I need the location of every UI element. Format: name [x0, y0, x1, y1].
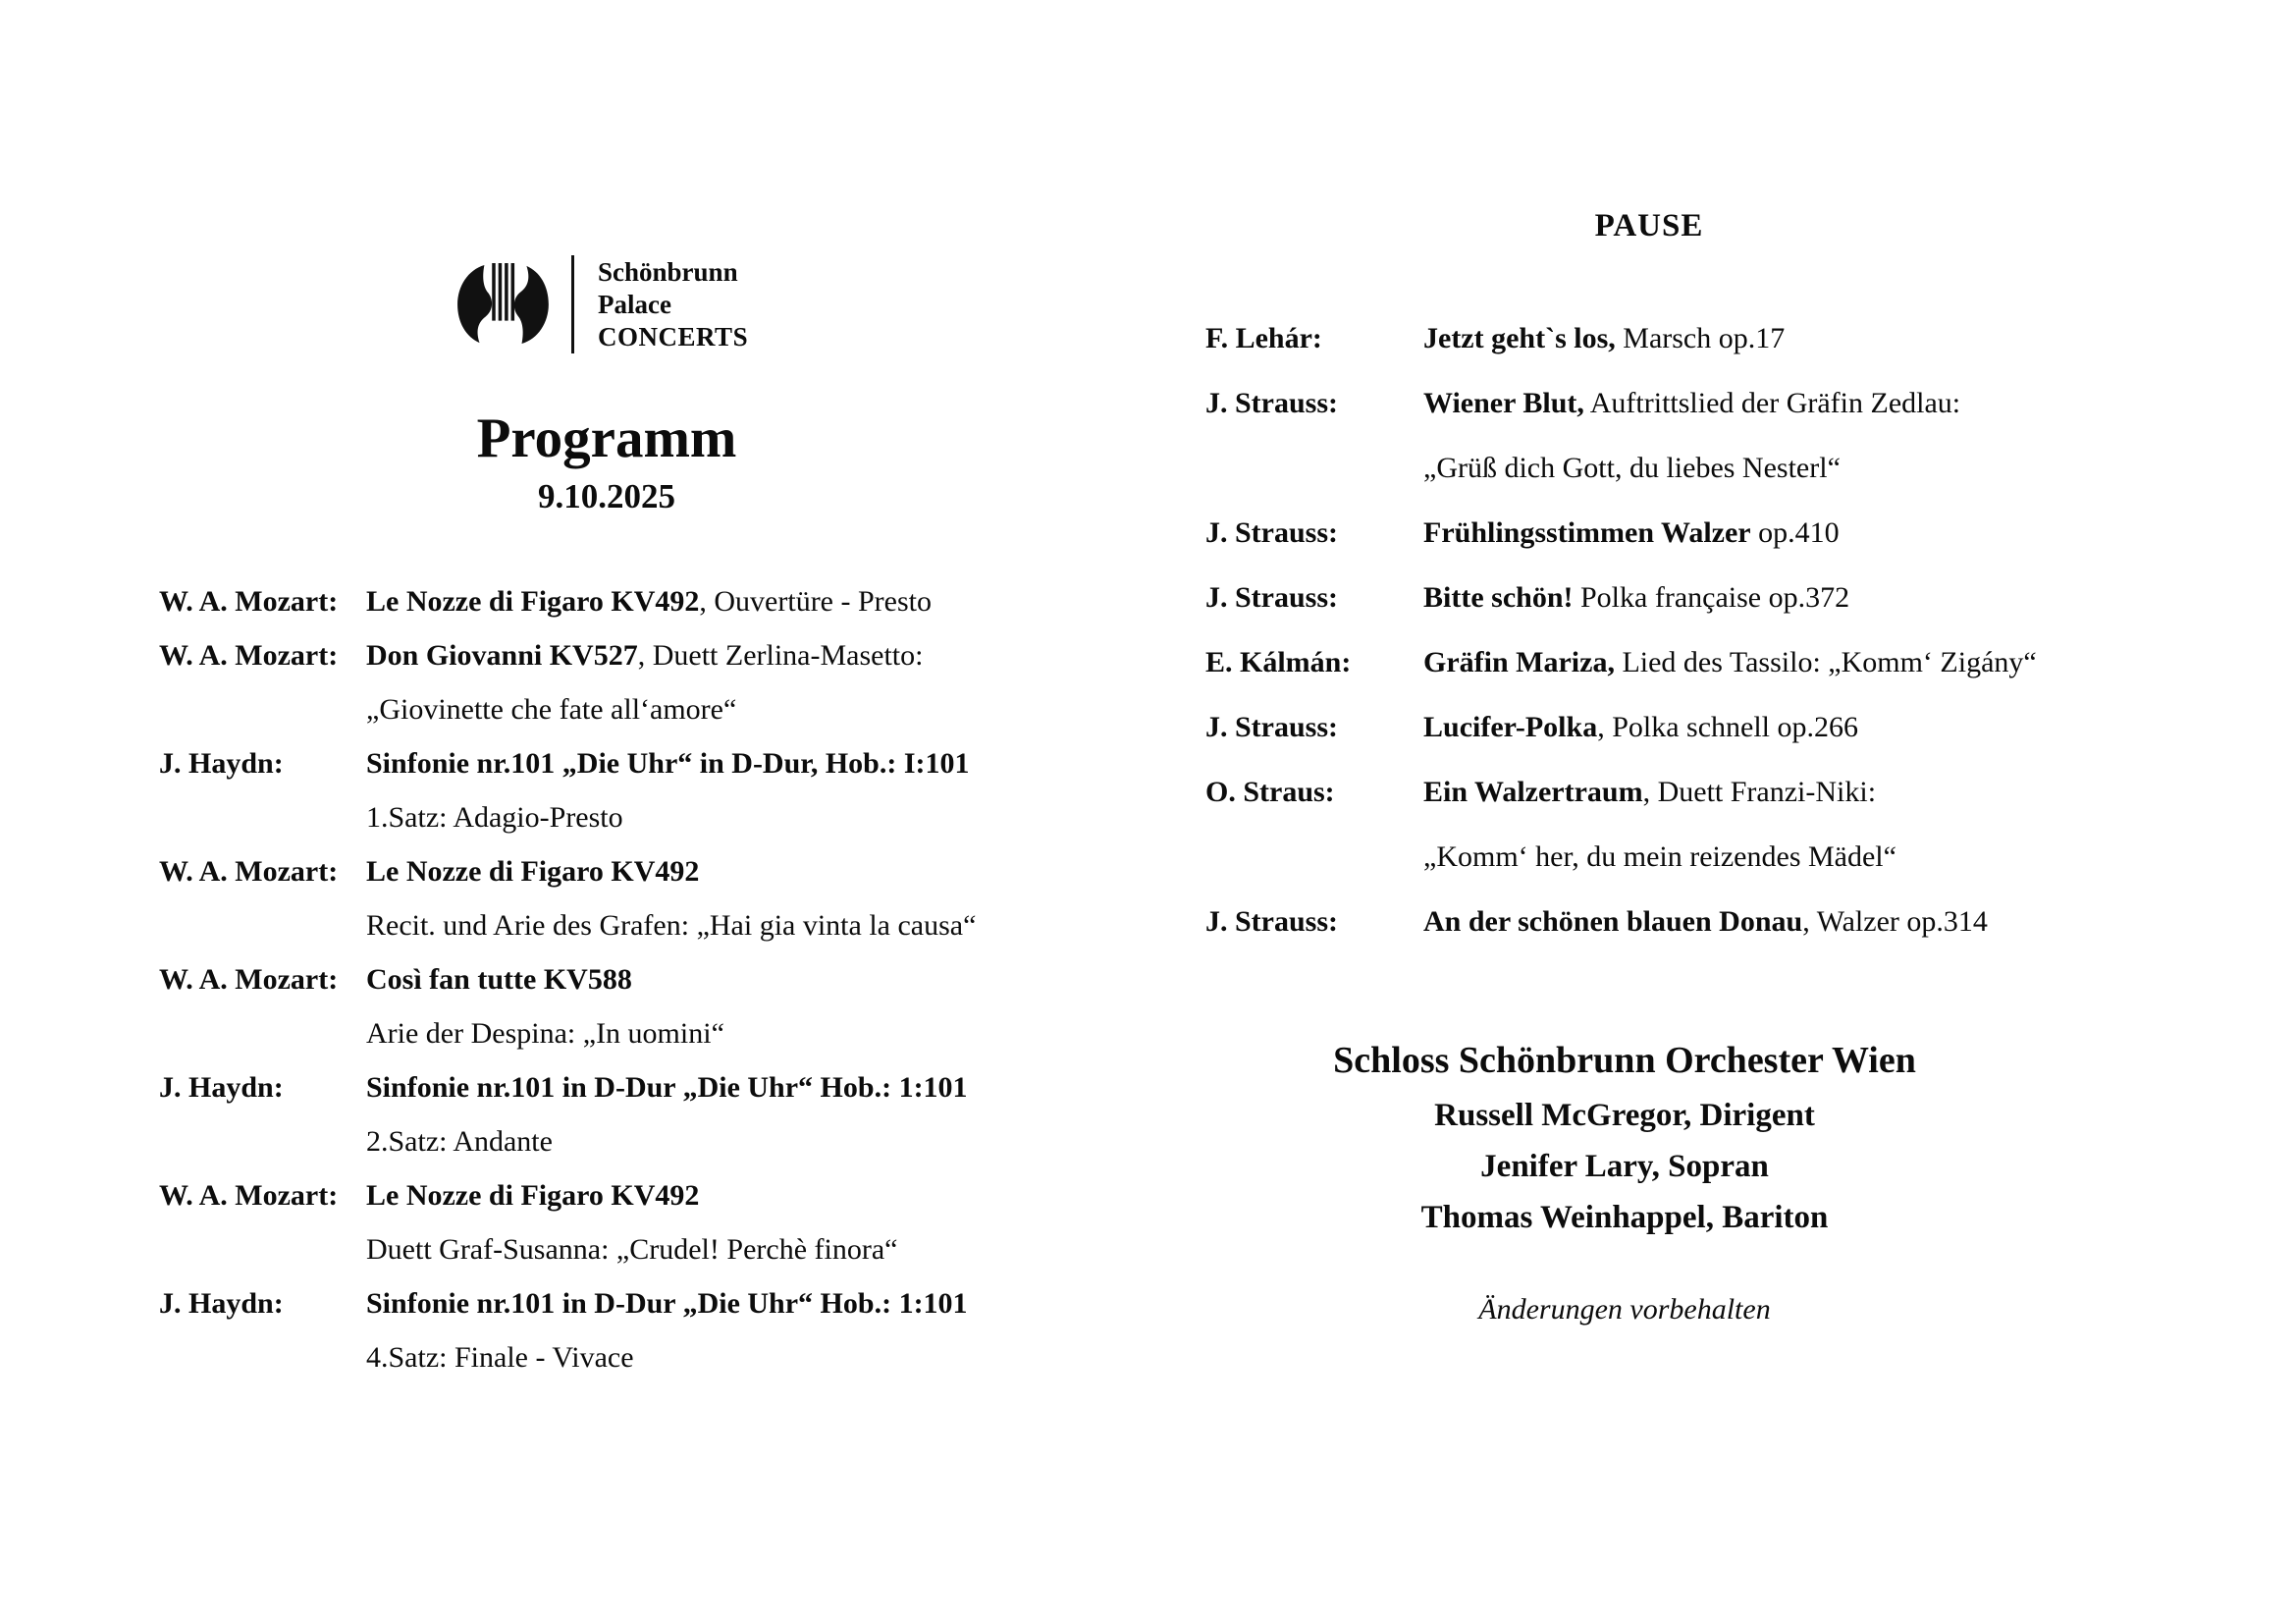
- piece-title: Don Giovanni KV527: [366, 639, 638, 672]
- detail-text: 2.Satz: Andante: [366, 1125, 553, 1158]
- brand-divider: [571, 255, 574, 353]
- program-item: [1205, 760, 2266, 825]
- brand-line-2: Palace: [598, 289, 671, 319]
- piece-title: Sinfonie nr.101 in D-Dur „Die Uhr“ Hob.: 1:101: [366, 1071, 968, 1104]
- composer-label: W. A. Mozart:: [159, 585, 339, 618]
- piece-subtitle: , Walzer op.314: [1802, 905, 1988, 938]
- detail-text: Recit. und Arie des Grafen: „Hai gia vinta la causa“: [366, 909, 977, 942]
- detail-text: Duett Graf-Susanna: „Crudel! Perchè finora“: [366, 1233, 898, 1266]
- composer-label: W. A. Mozart:: [159, 963, 339, 996]
- composer-label: J. Strauss:: [1205, 387, 1339, 419]
- piece-subtitle: , Duett Franzi-Niki:: [1642, 776, 1877, 808]
- piece-subtitle: , Ouvertüre - Presto: [699, 585, 932, 618]
- piece-title: Frühlingsstimmen Walzer: [1423, 516, 1751, 549]
- program-item-detail: [159, 682, 1150, 736]
- piece-title: Le Nozze di Figaro KV492: [366, 855, 700, 888]
- program-item-detail: [159, 1006, 1150, 1060]
- piece-subtitle: Polka française op.372: [1573, 581, 1850, 614]
- program-item: [1205, 566, 2266, 630]
- program-item-detail: [159, 1222, 1150, 1276]
- piece-title: Ein Walzertraum: [1423, 776, 1643, 808]
- program-list-second-half: [1205, 306, 2266, 954]
- cello-logo-icon: [454, 263, 550, 346]
- program-item: [159, 574, 1150, 628]
- performer-conductor: Russell McGregor, Dirigent: [1434, 1098, 1815, 1133]
- concert-date: 9.10.2025: [538, 477, 675, 515]
- composer-label: W. A. Mozart:: [159, 855, 339, 888]
- program-list-first-half: [159, 574, 1150, 1384]
- piece-title: Gräfin Mariza,: [1423, 646, 1615, 678]
- composer-label: J. Strauss:: [1205, 516, 1339, 549]
- performer-soprano: Jenifer Lary, Sopran: [1480, 1149, 1769, 1184]
- composer-label: W. A. Mozart:: [159, 639, 339, 672]
- detail-text: Arie der Despina: „In uomini“: [366, 1017, 724, 1050]
- program-item: [1205, 306, 2266, 371]
- program-item: [159, 1060, 1150, 1114]
- program-item-detail: [159, 1330, 1150, 1384]
- credits-block: [1148, 1031, 2101, 1243]
- brand-wordmark: [598, 256, 748, 353]
- performer-baritone: Thomas Weinhappel, Bariton: [1420, 1200, 1829, 1235]
- program-item: [1205, 695, 2266, 760]
- program-item: [1205, 501, 2266, 566]
- piece-title: Sinfonie nr.101 „Die Uhr“ in D-Dur, Hob.: I:101: [366, 747, 970, 780]
- program-item: [1205, 371, 2266, 436]
- piece-title: Jetzt geht`s los,: [1423, 322, 1616, 354]
- detail-text: 4.Satz: Finale - Vivace: [366, 1341, 634, 1374]
- ensemble-name: Schloss Schönbrunn Orchester Wien: [1333, 1040, 1916, 1081]
- piece-subtitle: , Duett Zerlina-Masetto:: [637, 639, 924, 672]
- piece-subtitle: Lied des Tassilo: „Komm‘ Zigány“: [1614, 646, 2037, 678]
- piece-subtitle: Auftrittslied der Gräfin Zedlau:: [1583, 387, 1961, 419]
- composer-label: J. Strauss:: [1205, 581, 1339, 614]
- piece-title: An der schönen blauen Donau: [1423, 905, 1803, 938]
- program-item: [159, 1276, 1150, 1330]
- brand-line-1: Schönbrunn: [598, 256, 738, 287]
- program-item: [159, 1168, 1150, 1222]
- composer-label: W. A. Mozart:: [159, 1179, 339, 1212]
- program-item: [159, 628, 1150, 682]
- composer-label: J. Haydn:: [159, 747, 284, 780]
- program-item-detail: [159, 790, 1150, 844]
- page-title: Programm: [476, 407, 737, 469]
- program-item: [159, 952, 1150, 1006]
- piece-title: Sinfonie nr.101 in D-Dur „Die Uhr“ Hob.: 1:101: [366, 1287, 968, 1320]
- detail-text: 1.Satz: Adagio-Presto: [366, 801, 623, 834]
- title-block: [0, 405, 1213, 520]
- piece-title: Così fan tutte KV588: [366, 963, 632, 996]
- program-item-detail: [159, 1114, 1150, 1168]
- composer-label: O. Straus:: [1205, 776, 1335, 808]
- piece-subtitle: , Polka schnell op.266: [1597, 711, 1858, 743]
- composer-label: J. Strauss:: [1205, 905, 1339, 938]
- piece-title: Lucifer-Polka: [1423, 711, 1598, 743]
- program-item: [159, 736, 1150, 790]
- composer-label: F. Lehár:: [1205, 322, 1322, 354]
- brand-block: [454, 255, 748, 353]
- detail-text: „Grüß dich Gott, du liebes Nesterl“: [1423, 452, 1841, 484]
- composer-label: E. Kálmán:: [1205, 646, 1352, 678]
- piece-subtitle: Marsch op.17: [1615, 322, 1786, 354]
- composer-label: J. Haydn:: [159, 1287, 284, 1320]
- piece-subtitle: op.410: [1750, 516, 1840, 549]
- program-item-detail: [159, 898, 1150, 952]
- brand-line-3: CONCERTS: [598, 321, 749, 352]
- pause-heading: PAUSE: [1594, 208, 1704, 244]
- piece-title: Le Nozze di Figaro KV492: [366, 1179, 700, 1212]
- piece-title: Le Nozze di Figaro KV492: [366, 585, 700, 618]
- piece-title: Bitte schön!: [1423, 581, 1574, 614]
- program-item: [1205, 630, 2266, 695]
- detail-text: „Giovinette che fate all‘amore“: [366, 693, 737, 726]
- program-item-detail: [1205, 436, 2266, 501]
- piece-title: Wiener Blut,: [1423, 387, 1584, 419]
- composer-label: J. Strauss:: [1205, 711, 1339, 743]
- changes-reserved-note: Änderungen vorbehalten: [1478, 1293, 1771, 1326]
- program-item-detail: [1205, 825, 2266, 890]
- program-item: [159, 844, 1150, 898]
- composer-label: J. Haydn:: [159, 1071, 284, 1104]
- detail-text: „Komm‘ her, du mein reizendes Mädel“: [1423, 840, 1896, 873]
- program-item: [1205, 890, 2266, 954]
